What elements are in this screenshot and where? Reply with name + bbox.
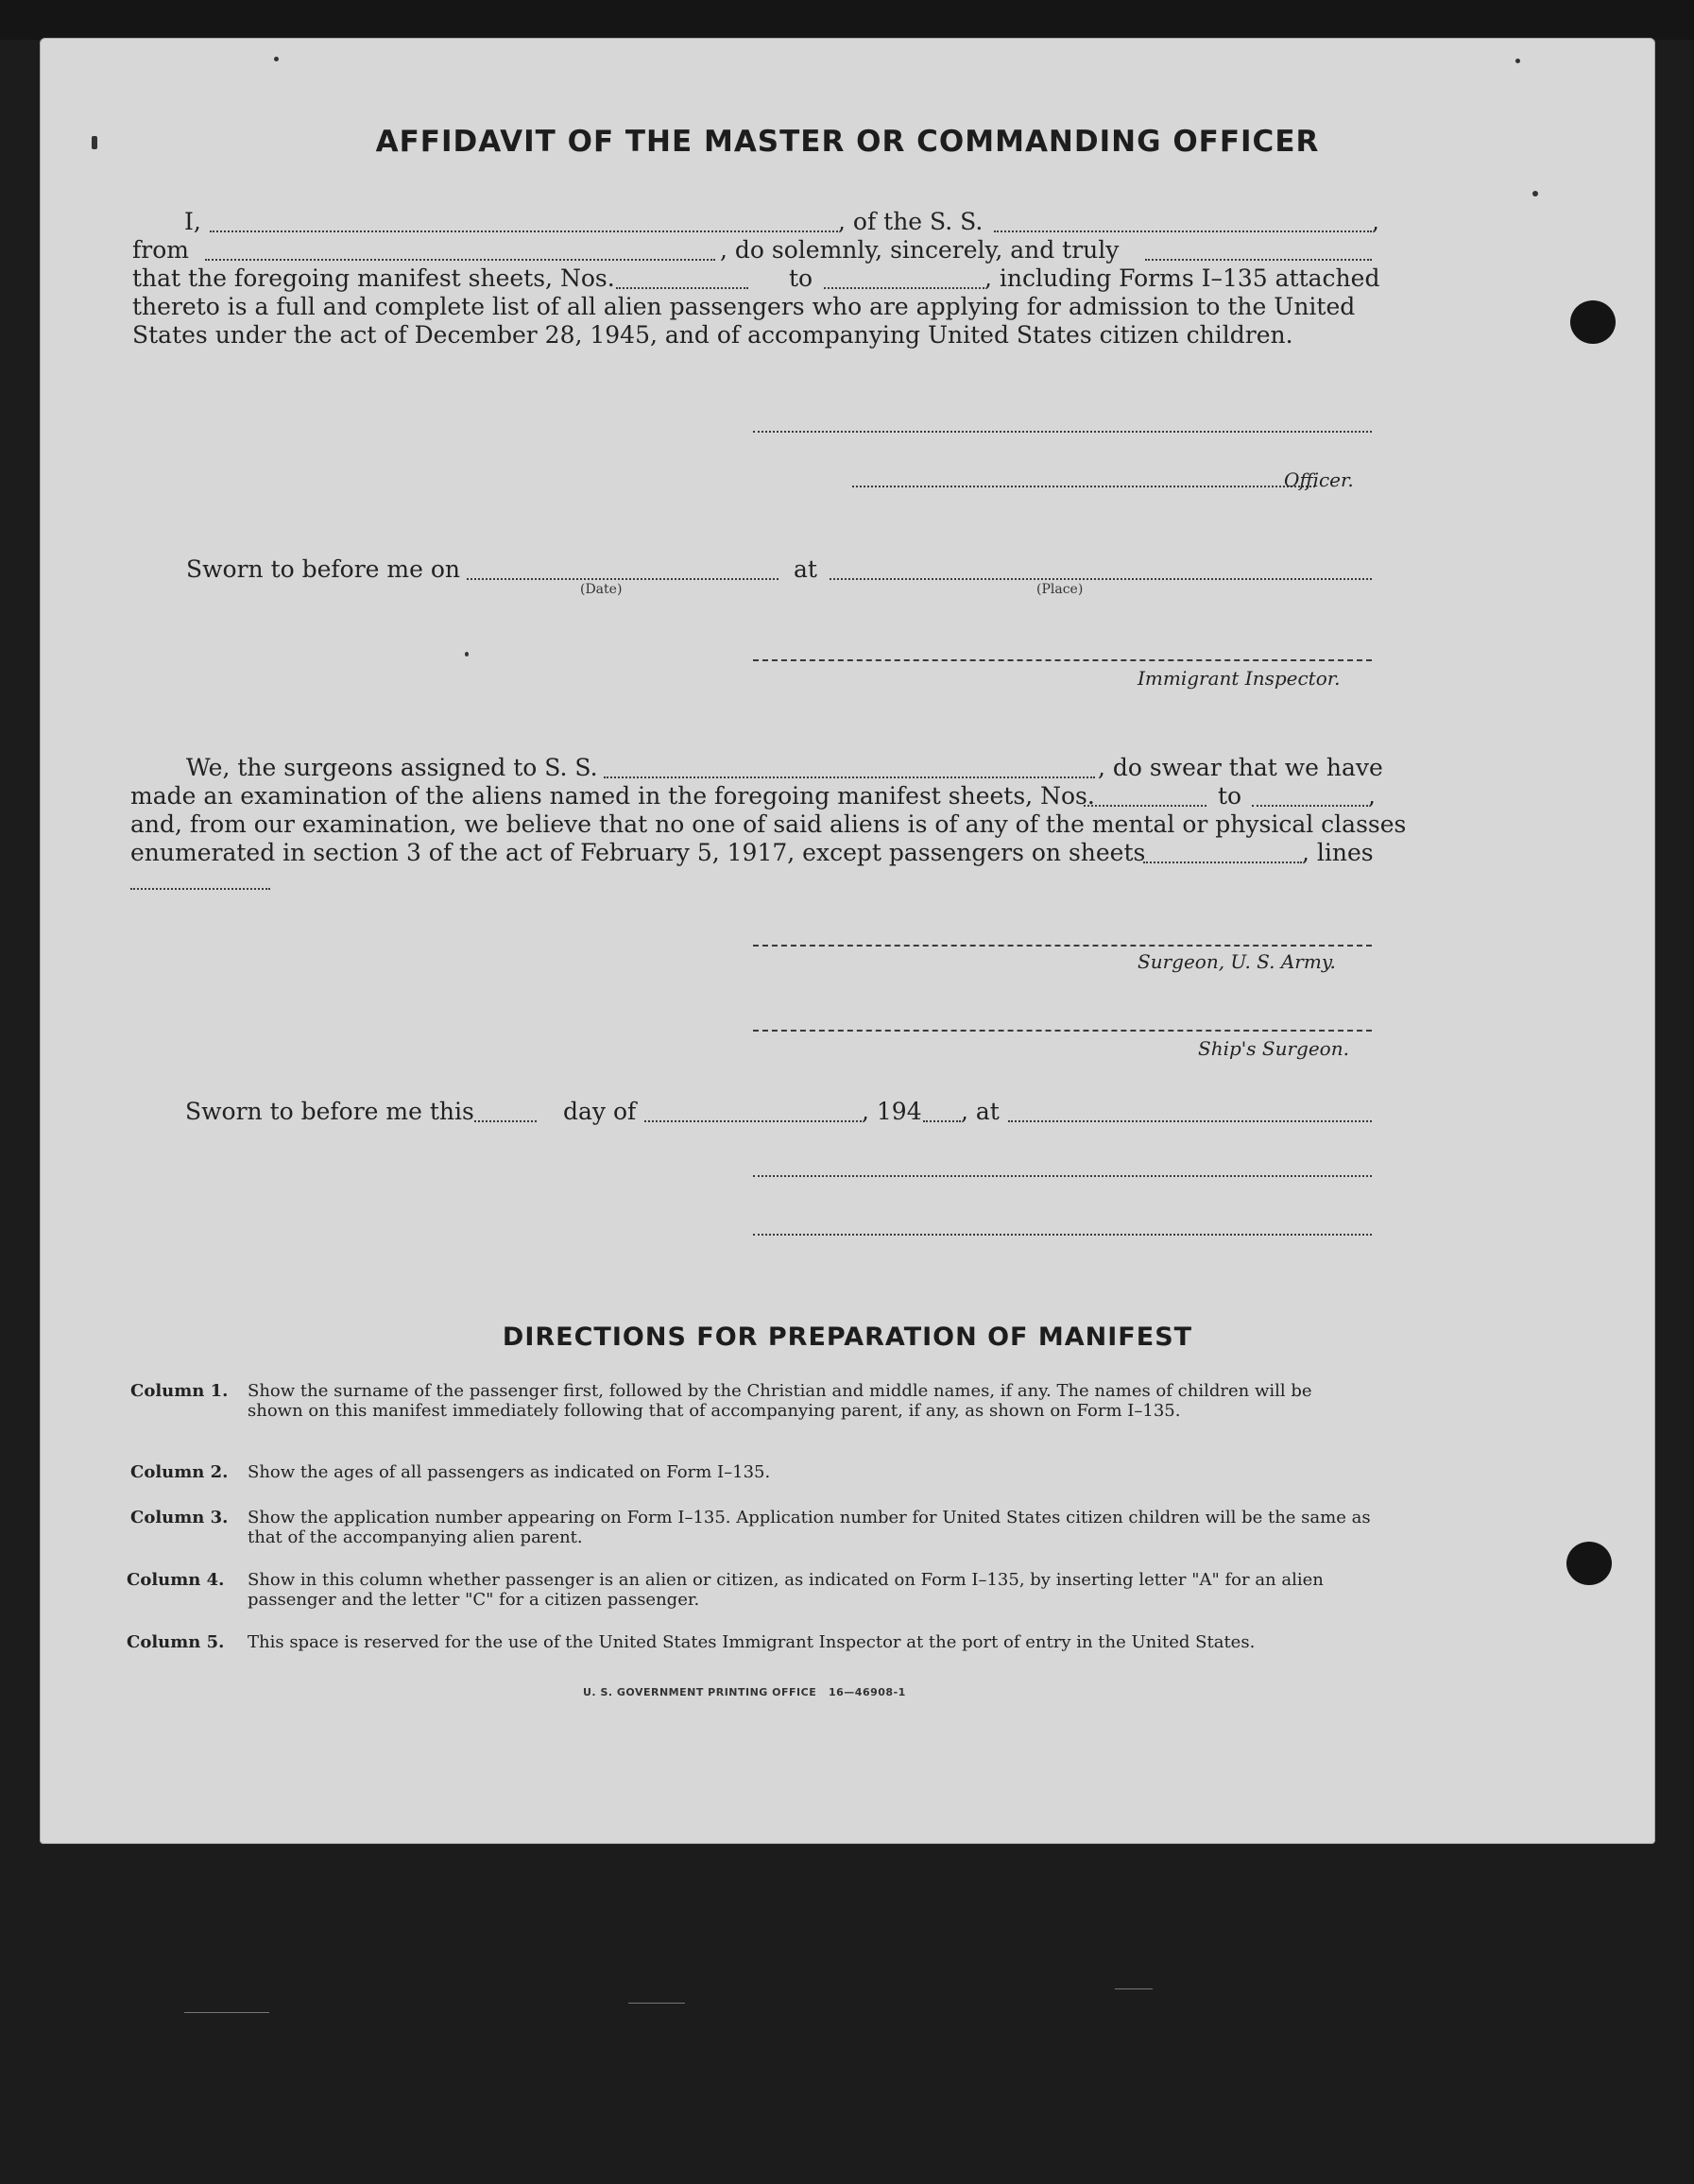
sheet-from-field[interactable]	[616, 287, 748, 289]
scan-border-top	[0, 0, 1694, 40]
army-surgeon-label: Surgeon, U. S. Army.	[1138, 950, 1336, 973]
form-sheet	[40, 38, 1655, 1844]
army-surgeon-signature-line[interactable]	[753, 945, 1372, 947]
affidavit-line-2-from: from	[132, 236, 189, 264]
affidavit-line-1-comma: ,	[1372, 208, 1379, 235]
surgeons-line-2-to: to	[1218, 782, 1242, 810]
sworn-signature-line-2[interactable]	[753, 1234, 1372, 1236]
surgeons-line-2-prefix: made an examination of the aliens named in the foregoing manifest sheets, Nos.	[130, 782, 1095, 810]
column-1-text: Show the surname of the passenger first, followed by the Christian and middle names, if any. The names of children will be shown on this manifest immediately following that of accompanying parent, if any, as shown on Form I–135.	[248, 1381, 1312, 1421]
place-caption: (Place)	[1036, 582, 1084, 597]
sworn-dayof-label: day of	[563, 1098, 637, 1125]
officer-signature-line-2[interactable]	[852, 486, 1315, 487]
column-1-label: Column 1.	[130, 1381, 229, 1401]
column-5-label: Column 5.	[127, 1632, 225, 1652]
sworn-at2-label: , at	[961, 1098, 1000, 1125]
ship-surgeon-label: Ship's Surgeon.	[1198, 1037, 1349, 1060]
sworn-this-label: Sworn to before me this	[185, 1098, 474, 1125]
scan-speck	[465, 652, 469, 657]
inspector-label: Immigrant Inspector.	[1138, 667, 1341, 690]
column-3-label: Column 3.	[130, 1508, 229, 1527]
affidavit-line-2-solemnly: , do solemnly, sincerely, and truly	[720, 236, 1120, 264]
oath-word-field[interactable]	[1145, 259, 1372, 261]
except-sheets-field[interactable]	[1143, 862, 1302, 863]
affidavit-line-3-to: to	[789, 264, 813, 292]
scan-mark	[1115, 1988, 1153, 1989]
scan-speck	[274, 57, 279, 61]
sworn-place2-field[interactable]	[1008, 1120, 1372, 1122]
sworn-year-field[interactable]	[923, 1120, 961, 1122]
column-4-text: Show in this column whether passenger is an alien or citizen, as indicated on Form I–135, by inserting letter "A" for an alien passenger and the letter "C" for a citizen passenger.	[248, 1570, 1324, 1610]
scan-speck	[1515, 59, 1520, 63]
directions-title: DIRECTIONS FOR PREPARATION OF MANIFEST	[502, 1322, 1193, 1352]
except-lines-field[interactable]	[130, 888, 270, 890]
surgeons-line-2-comma: ,	[1368, 782, 1376, 810]
scan-mark	[184, 2012, 269, 2013]
master-name-field[interactable]	[210, 230, 838, 232]
inspector-signature-line[interactable]	[753, 659, 1372, 661]
column-5-text: This space is reserved for the use of the United States Immigrant Inspector at the port of entry in the United States.	[248, 1632, 1256, 1652]
form-code: 16—46908-1	[829, 1686, 906, 1698]
surgeons-line-1-swear: , do swear that we have	[1098, 754, 1383, 781]
sworn-month-field[interactable]	[644, 1120, 862, 1122]
sworn-signature-line-1[interactable]	[753, 1175, 1372, 1177]
ship-surgeon-signature-line[interactable]	[753, 1030, 1372, 1032]
scan-speck	[1532, 191, 1538, 196]
sworn-on-label: Sworn to before me on	[186, 555, 461, 583]
affidavit-line-4: thereto is a full and complete list of all alien passengers who are applying for admission to the United	[132, 293, 1356, 320]
sworn-year-label: , 194	[862, 1098, 922, 1125]
date-caption: (Date)	[580, 582, 623, 597]
surgeons-sheet-to-field[interactable]	[1252, 805, 1368, 807]
sworn-at-label: at	[794, 555, 817, 583]
scan-mark	[628, 2003, 685, 2004]
sheet-to-field[interactable]	[824, 287, 984, 289]
surgeons-line-3: and, from our examination, we believe that no one of said aliens is of any of the mental or physical classes	[130, 810, 1407, 838]
affidavit-title: AFFIDAVIT OF THE MASTER OR COMMANDING OFFICER	[375, 125, 1320, 159]
officer-signature-line-1[interactable]	[753, 431, 1372, 433]
column-2-text: Show the ages of all passengers as indicated on Form I–135.	[248, 1462, 771, 1482]
column-4-label: Column 4.	[127, 1570, 225, 1590]
surgeons-line-1-prefix: We, the surgeons assigned to S. S.	[186, 754, 598, 781]
affidavit-line-3-sheets: that the foregoing manifest sheets, Nos.	[132, 264, 615, 292]
punch-hole-lower	[1566, 1542, 1612, 1585]
departure-port-field[interactable]	[205, 259, 715, 261]
surgeons-line-4-prefix: enumerated in section 3 of the act of February 5, 1917, except passengers on sheets	[130, 839, 1146, 866]
sworn-place-field[interactable]	[830, 578, 1372, 580]
punch-hole-upper	[1570, 300, 1616, 344]
affidavit-line-5: States under the act of December 28, 1945, and of accompanying United States citizen children.	[132, 321, 1293, 349]
officer-label: Officer.	[1284, 469, 1354, 491]
surgeons-line-4-lines: , lines	[1302, 839, 1374, 866]
surgeons-sheet-from-field[interactable]	[1084, 805, 1206, 807]
affidavit-line-1-ship: , of the S. S.	[838, 208, 984, 235]
column-3-text: Show the application number appearing on Form I–135. Application number for United States citizen children will be the same as that of the accompanying alien parent.	[248, 1508, 1371, 1547]
surgeons-ship-field[interactable]	[604, 776, 1095, 778]
affidavit-line-1-prefix: I,	[184, 208, 201, 235]
affidavit-line-3-forms: , including Forms I–135 attached	[984, 264, 1380, 292]
sworn-day-field[interactable]	[474, 1120, 537, 1122]
column-2-label: Column 2.	[130, 1462, 229, 1482]
sworn-date-field[interactable]	[467, 578, 779, 580]
ship-name-field[interactable]	[994, 230, 1372, 232]
printer-imprint: U. S. GOVERNMENT PRINTING OFFICE	[583, 1686, 817, 1698]
